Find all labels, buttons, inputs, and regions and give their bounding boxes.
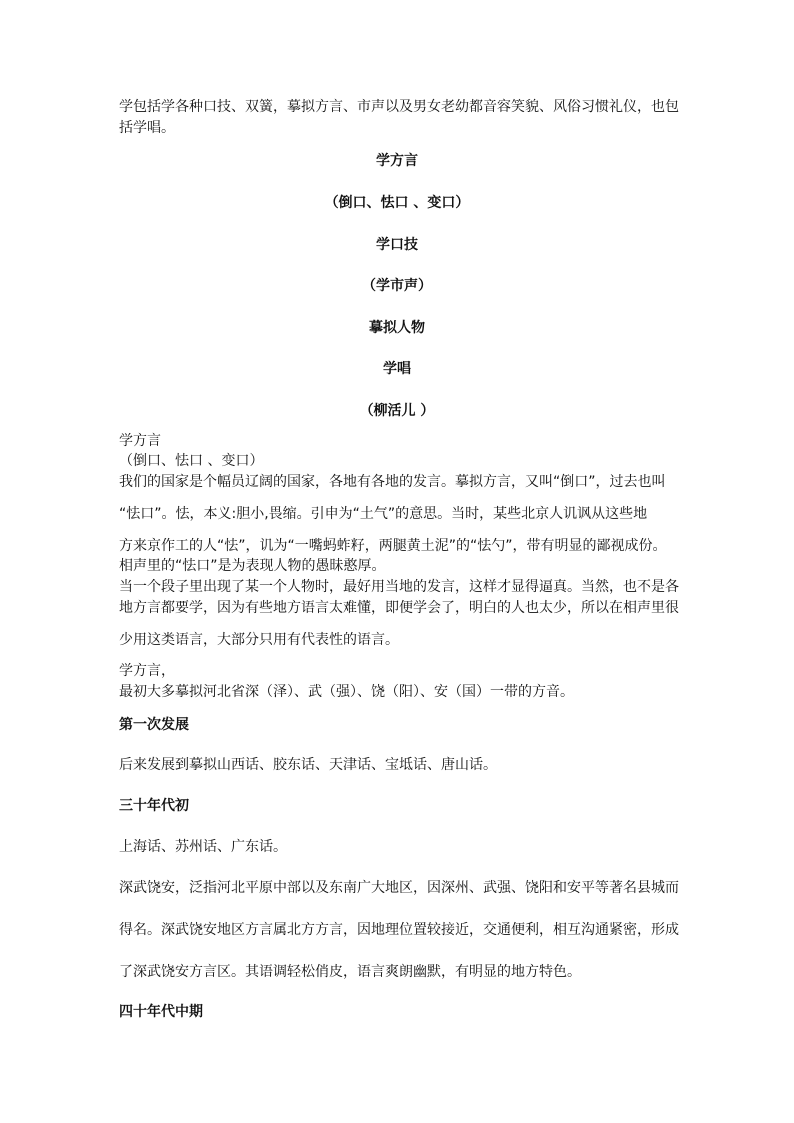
paragraph-line: 后来发展到摹拟山西话、胶东话、天津话、宝坻话、唐山话。 [119, 757, 497, 773]
paragraph-line: 上海话、苏州话、广东话。 [119, 839, 287, 855]
heading-1930s: 三十年代初 [119, 798, 189, 814]
paragraph-line: 得名。深武饶安地区方言属北方方言，因地理位置较接近，交通便利，相互沟通紧密，形成 [119, 922, 679, 938]
outline-item-2: （倒口、怯口 、变口） [324, 195, 470, 211]
heading-first-development: 第一次发展 [119, 717, 189, 733]
paragraph-line: 相声里的“怯口”是为表现人物的愚昧憨厚。 [119, 558, 386, 574]
heading-mid-1940s: 四十年代中期 [119, 1004, 203, 1020]
intro-line-1: 学包括学各种口技、双簧，摹拟方言、市声以及男女老幼都音容笑貌、风俗习惯礼仪，也包 [119, 99, 679, 115]
paragraph-line: 当一个段子里出现了某一个人物时，最好用当地的发言，这样才显得逼真。当然，也不是各 [119, 579, 679, 595]
paragraph-line: 少用这类语言，大部分只用有代表性的语言。 [119, 632, 399, 648]
outline-item-4: （学市声） [362, 278, 432, 294]
paragraph-line: 学方言， [119, 663, 175, 679]
paragraph-line: 了深武饶安方言区。其语调轻松俏皮，语言爽朗幽默，有明显的地方特色。 [119, 964, 581, 980]
paragraph-line: 地方言都要学，因为有些地方语言太难懂，即便学会了，明白的人也太少，所以在相声里很 [119, 600, 679, 616]
paragraph-line: 方来京作工的人“怯”，讥为“一嘴蚂蚱籽，两腿黄土泥”的“怯勺”，带有明显的鄙视成份。 [119, 538, 667, 554]
paragraph-line: 我们的国家是个幅员辽阔的国家，各地有各地的发言。摹拟方言，又叫“倒口”，过去也叫 [119, 474, 666, 490]
paragraph-line: “怯口”。怯，本义:胆小,畏缩。引申为“土气”的意思。当时，某些北京人讥讽从这些地 [119, 506, 648, 522]
intro-line-2: 括学唱。 [119, 120, 175, 136]
outline-item-6: 学唱 [383, 361, 411, 377]
paragraph-line: 深武饶安，泛指河北平原中部以及东南广大地区，因深州、武强、饶阳和安平等著名县城而 [119, 880, 679, 896]
section-subtitle: （倒口、怯口 、变口） [119, 453, 264, 469]
outline-item-7: （柳活儿 ） [359, 403, 435, 419]
paragraph-line: 最初大多摹拟河北省深（泽）、武（强）、饶（阳）、安（国）一带的方音。 [119, 684, 574, 700]
outline-item-1: 学方言 [376, 153, 418, 169]
outline-item-5: 摹拟人物 [369, 320, 425, 336]
outline-item-3: 学口技 [376, 237, 418, 253]
section-title: 学方言 [119, 433, 161, 449]
